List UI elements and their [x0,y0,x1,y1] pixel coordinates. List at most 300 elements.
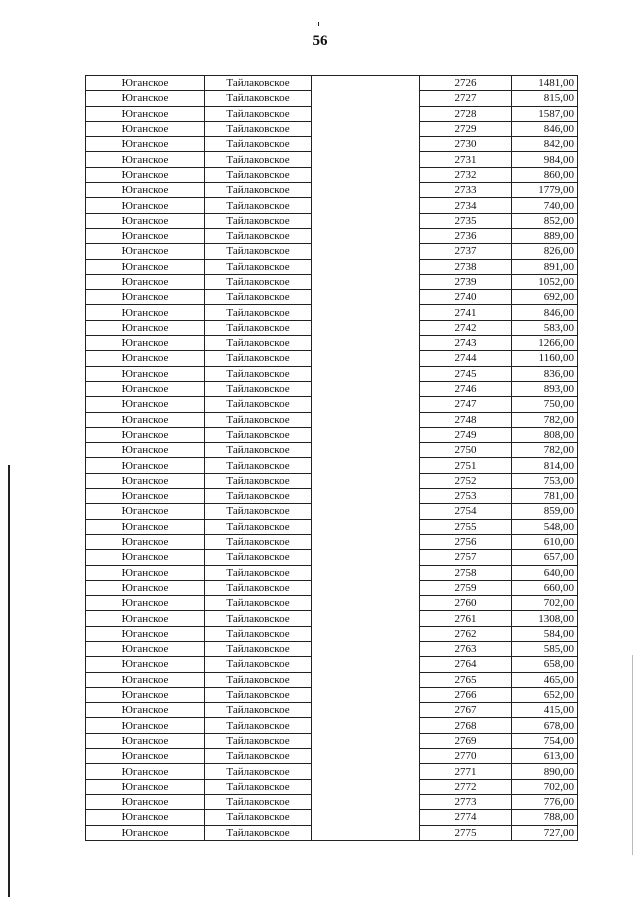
cell-district: Тайлаковское [205,137,312,152]
cell-note [312,764,420,779]
cell-plot-number: 2757 [420,550,512,565]
cell-plot-number: 2758 [420,565,512,580]
cell-note [312,228,420,243]
cell-district: Тайлаковское [205,121,312,136]
cell-area: 740,00 [512,198,578,213]
cell-forestry: Юганское [86,427,205,442]
cell-note [312,534,420,549]
table-row [86,749,578,764]
cell-plot-number: 2733 [420,183,512,198]
cell-district: Тайлаковское [205,794,312,809]
cell-area: 1587,00 [512,106,578,121]
cell-note [312,473,420,488]
cell-area: 1481,00 [512,76,578,91]
cell-note [312,703,420,718]
table-row [86,596,578,611]
cell-plot-number: 2772 [420,779,512,794]
cell-forestry: Юганское [86,259,205,274]
cell-district: Тайлаковское [205,580,312,595]
cell-district: Тайлаковское [205,626,312,641]
cell-plot-number: 2741 [420,305,512,320]
cell-district: Тайлаковское [205,504,312,519]
table-row [86,611,578,626]
cell-plot-number: 2773 [420,794,512,809]
cell-forestry: Юганское [86,76,205,91]
table-row [86,504,578,519]
cell-area: 613,00 [512,749,578,764]
cell-district: Тайлаковское [205,76,312,91]
scan-artifact-right-edge [632,655,633,855]
table-row [86,672,578,687]
cell-forestry: Юганское [86,718,205,733]
cell-note [312,443,420,458]
cell-note [312,244,420,259]
cell-note [312,550,420,565]
table-row [86,489,578,504]
cell-plot-number: 2734 [420,198,512,213]
cell-note [312,672,420,687]
cell-note [312,596,420,611]
cell-forestry: Юганское [86,810,205,825]
table-row [86,534,578,549]
cell-district: Тайлаковское [205,641,312,656]
cell-forestry: Юганское [86,764,205,779]
cell-plot-number: 2746 [420,381,512,396]
cell-plot-number: 2771 [420,764,512,779]
cell-forestry: Юганское [86,749,205,764]
cell-forestry: Юганское [86,412,205,427]
cell-plot-number: 2761 [420,611,512,626]
table-row [86,167,578,182]
cell-note [312,290,420,305]
cell-note [312,213,420,228]
cell-area: 776,00 [512,794,578,809]
cell-plot-number: 2751 [420,458,512,473]
cell-district: Тайлаковское [205,412,312,427]
cell-district: Тайлаковское [205,427,312,442]
cell-district: Тайлаковское [205,534,312,549]
cell-area: 660,00 [512,580,578,595]
cell-area: 890,00 [512,764,578,779]
cell-area: 891,00 [512,259,578,274]
cell-district: Тайлаковское [205,106,312,121]
cell-forestry: Юганское [86,657,205,672]
cell-plot-number: 2750 [420,443,512,458]
table-row [86,779,578,794]
table-row [86,198,578,213]
cell-forestry: Юганское [86,228,205,243]
cell-district: Тайлаковское [205,779,312,794]
cell-district: Тайлаковское [205,703,312,718]
cell-district: Тайлаковское [205,443,312,458]
cell-note [312,412,420,427]
cell-plot-number: 2739 [420,274,512,289]
table-row [86,825,578,840]
cell-district: Тайлаковское [205,565,312,580]
cell-area: 852,00 [512,213,578,228]
cell-district: Тайлаковское [205,611,312,626]
cell-district: Тайлаковское [205,489,312,504]
cell-plot-number: 2728 [420,106,512,121]
cell-plot-number: 2736 [420,228,512,243]
cell-area: 889,00 [512,228,578,243]
cell-note [312,427,420,442]
cell-plot-number: 2732 [420,167,512,182]
cell-note [312,657,420,672]
cell-area: 678,00 [512,718,578,733]
table-row [86,106,578,121]
cell-plot-number: 2760 [420,596,512,611]
cell-forestry: Юганское [86,381,205,396]
cell-plot-number: 2756 [420,534,512,549]
cell-area: 465,00 [512,672,578,687]
cell-area: 583,00 [512,320,578,335]
cell-plot-number: 2775 [420,825,512,840]
cell-district: Тайлаковское [205,718,312,733]
cell-note [312,519,420,534]
cell-forestry: Юганское [86,534,205,549]
scan-artifact-left-edge [8,465,10,897]
table-row [86,244,578,259]
table-row [86,351,578,366]
cell-district: Тайлаковское [205,657,312,672]
cell-district: Тайлаковское [205,672,312,687]
cell-plot-number: 2764 [420,657,512,672]
page-number: 56 [312,33,328,49]
cell-note [312,137,420,152]
cell-plot-number: 2762 [420,626,512,641]
cell-forestry: Юганское [86,121,205,136]
table-row [86,565,578,580]
table-body [86,76,578,841]
table-row [86,76,578,91]
cell-area: 753,00 [512,473,578,488]
cell-note [312,167,420,182]
cell-plot-number: 2763 [420,641,512,656]
cell-plot-number: 2765 [420,672,512,687]
cell-forestry: Юганское [86,458,205,473]
cell-area: 842,00 [512,137,578,152]
table-row [86,687,578,702]
cell-forestry: Юганское [86,290,205,305]
table-row [86,519,578,534]
cell-forestry: Юганское [86,137,205,152]
cell-note [312,825,420,840]
cell-area: 1779,00 [512,183,578,198]
table-row [86,657,578,672]
cell-forestry: Юганское [86,733,205,748]
table-row [86,336,578,351]
cell-area: 652,00 [512,687,578,702]
cell-forestry: Юганское [86,626,205,641]
table-row [86,259,578,274]
cell-plot-number: 2727 [420,91,512,106]
table-row [86,473,578,488]
cell-plot-number: 2759 [420,580,512,595]
cell-plot-number: 2767 [420,703,512,718]
cell-area: 846,00 [512,305,578,320]
cell-forestry: Юганское [86,198,205,213]
table-row [86,228,578,243]
table-row [86,641,578,656]
cell-note [312,183,420,198]
cell-forestry: Юганское [86,672,205,687]
cell-district: Тайлаковское [205,381,312,396]
table-row [86,137,578,152]
cell-plot-number: 2753 [420,489,512,504]
table-row [86,580,578,595]
cell-forestry: Юганское [86,167,205,182]
table-row [86,626,578,641]
cell-area: 859,00 [512,504,578,519]
cell-district: Тайлаковское [205,351,312,366]
cell-area: 814,00 [512,458,578,473]
table-row [86,213,578,228]
cell-forestry: Юганское [86,443,205,458]
cell-note [312,121,420,136]
cell-note [312,794,420,809]
cell-note [312,381,420,396]
cell-forestry: Юганское [86,473,205,488]
table-row [86,443,578,458]
cell-plot-number: 2743 [420,336,512,351]
cell-area: 584,00 [512,626,578,641]
cell-area: 657,00 [512,550,578,565]
cell-district: Тайлаковское [205,473,312,488]
cell-forestry: Юганское [86,305,205,320]
cell-area: 846,00 [512,121,578,136]
table-row [86,121,578,136]
cell-area: 1160,00 [512,351,578,366]
cell-district: Тайлаковское [205,397,312,412]
cell-plot-number: 2747 [420,397,512,412]
cell-note [312,611,420,626]
cell-plot-number: 2744 [420,351,512,366]
cell-note [312,718,420,733]
cell-plot-number: 2729 [420,121,512,136]
cell-area: 548,00 [512,519,578,534]
cell-area: 815,00 [512,91,578,106]
cell-note [312,458,420,473]
cell-note [312,259,420,274]
table-row [86,91,578,106]
scan-artifact-dot [318,22,319,26]
cell-district: Тайлаковское [205,320,312,335]
cell-plot-number: 2769 [420,733,512,748]
cell-note [312,749,420,764]
cell-plot-number: 2766 [420,687,512,702]
cell-district: Тайлаковское [205,290,312,305]
cell-area: 727,00 [512,825,578,840]
cell-plot-number: 2755 [420,519,512,534]
table-row [86,366,578,381]
cell-note [312,397,420,412]
cell-note [312,152,420,167]
cell-district: Тайлаковское [205,167,312,182]
table-row [86,718,578,733]
cell-note [312,580,420,595]
cell-note [312,274,420,289]
cell-note [312,320,420,335]
cell-area: 585,00 [512,641,578,656]
cell-forestry: Юганское [86,366,205,381]
cell-district: Тайлаковское [205,305,312,320]
cell-area: 692,00 [512,290,578,305]
cell-area: 610,00 [512,534,578,549]
cell-district: Тайлаковское [205,810,312,825]
cell-note [312,351,420,366]
cell-plot-number: 2770 [420,749,512,764]
cell-district: Тайлаковское [205,687,312,702]
cell-district: Тайлаковское [205,244,312,259]
table-row [86,550,578,565]
table-row [86,290,578,305]
table-row [86,427,578,442]
cell-note [312,504,420,519]
cell-note [312,641,420,656]
cell-forestry: Юганское [86,504,205,519]
cell-area: 702,00 [512,596,578,611]
cell-note [312,733,420,748]
cell-area: 826,00 [512,244,578,259]
cell-area: 836,00 [512,366,578,381]
cell-plot-number: 2742 [420,320,512,335]
cell-district: Тайлаковское [205,259,312,274]
cell-area: 808,00 [512,427,578,442]
cell-area: 893,00 [512,381,578,396]
cell-plot-number: 2768 [420,718,512,733]
cell-forestry: Юганское [86,779,205,794]
cell-forestry: Юганское [86,274,205,289]
cell-plot-number: 2749 [420,427,512,442]
cell-forestry: Юганское [86,611,205,626]
cell-plot-number: 2737 [420,244,512,259]
cell-district: Тайлаковское [205,519,312,534]
cell-area: 782,00 [512,412,578,427]
cell-forestry: Юганское [86,550,205,565]
cell-plot-number: 2738 [420,259,512,274]
cell-area: 640,00 [512,565,578,580]
cell-note [312,106,420,121]
table-row [86,274,578,289]
cell-district: Тайлаковское [205,198,312,213]
cell-plot-number: 2735 [420,213,512,228]
table-row [86,703,578,718]
cell-area: 415,00 [512,703,578,718]
cell-district: Тайлаковское [205,733,312,748]
table-row [86,810,578,825]
cell-plot-number: 2754 [420,504,512,519]
cell-area: 781,00 [512,489,578,504]
cell-forestry: Юганское [86,320,205,335]
table-row [86,412,578,427]
cell-area: 702,00 [512,779,578,794]
cell-area: 750,00 [512,397,578,412]
table-row [86,320,578,335]
cell-forestry: Юганское [86,596,205,611]
cell-area: 1266,00 [512,336,578,351]
cell-forestry: Юганское [86,641,205,656]
cell-district: Тайлаковское [205,228,312,243]
cell-district: Тайлаковское [205,336,312,351]
cell-district: Тайлаковское [205,550,312,565]
table-row [86,794,578,809]
cell-note [312,366,420,381]
table-row [86,183,578,198]
table-row [86,764,578,779]
cell-area: 658,00 [512,657,578,672]
table-row [86,381,578,396]
cell-area: 1052,00 [512,274,578,289]
cell-plot-number: 2740 [420,290,512,305]
table-row [86,305,578,320]
cell-forestry: Юганское [86,489,205,504]
cell-district: Тайлаковское [205,825,312,840]
cell-plot-number: 2730 [420,137,512,152]
forest-plot-table [85,75,578,841]
cell-note [312,779,420,794]
cell-note [312,626,420,641]
cell-forestry: Юганское [86,794,205,809]
cell-area: 788,00 [512,810,578,825]
table-row [86,397,578,412]
cell-forestry: Юганское [86,351,205,366]
cell-note [312,687,420,702]
cell-forestry: Юганское [86,336,205,351]
cell-plot-number: 2726 [420,76,512,91]
cell-note [312,91,420,106]
cell-plot-number: 2752 [420,473,512,488]
cell-district: Тайлаковское [205,749,312,764]
cell-forestry: Юганское [86,91,205,106]
cell-plot-number: 2774 [420,810,512,825]
cell-note [312,305,420,320]
cell-plot-number: 2745 [420,366,512,381]
table-row [86,152,578,167]
cell-district: Тайлаковское [205,596,312,611]
cell-note [312,489,420,504]
cell-note [312,336,420,351]
cell-note [312,198,420,213]
cell-district: Тайлаковское [205,183,312,198]
cell-forestry: Юганское [86,213,205,228]
cell-forestry: Юганское [86,565,205,580]
cell-plot-number: 2748 [420,412,512,427]
table-row [86,733,578,748]
cell-forestry: Юганское [86,244,205,259]
cell-note [312,565,420,580]
cell-district: Тайлаковское [205,274,312,289]
cell-district: Тайлаковское [205,366,312,381]
cell-district: Тайлаковское [205,764,312,779]
cell-forestry: Юганское [86,183,205,198]
cell-area: 1308,00 [512,611,578,626]
cell-forestry: Юганское [86,397,205,412]
cell-area: 984,00 [512,152,578,167]
cell-forestry: Юганское [86,106,205,121]
table-row [86,458,578,473]
cell-forestry: Юганское [86,825,205,840]
cell-area: 754,00 [512,733,578,748]
cell-district: Тайлаковское [205,91,312,106]
cell-forestry: Юганское [86,152,205,167]
cell-area: 860,00 [512,167,578,182]
cell-forestry: Юганское [86,703,205,718]
cell-forestry: Юганское [86,580,205,595]
cell-district: Тайлаковское [205,152,312,167]
cell-forestry: Юганское [86,687,205,702]
cell-note [312,810,420,825]
